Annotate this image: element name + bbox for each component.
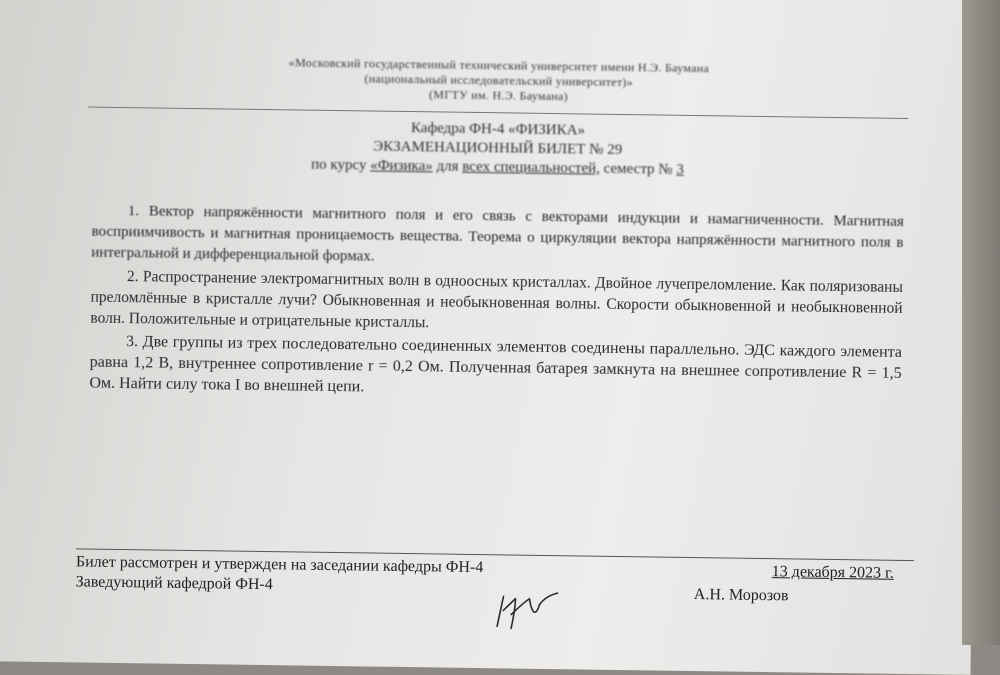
department-title: Кафедра ФН-4 «ФИЗИКА» [410,120,586,139]
university-status: (национальный исследовательский университет)» [364,71,634,90]
head-name: А.Н. Морозов [693,586,789,605]
head-title: Заведующий кафедрой ФН-4 [75,573,273,594]
department-block [87,115,908,183]
university-header [88,53,909,109]
question-3: 3. Две группы из трех последовательно соединенных элементов соединены параллельно. ЭДС каждого элемента равна 1,2 В, внутреннее сопротивление r = 0,2 Ом. Полученная батарея замкнута на внешнее сопротивление R = 1,5 Ом. Найти силу тока I во внешней цепи. [89,333,903,396]
photo-background-edge [962,0,1000,645]
course-name: «Физика» [370,157,433,175]
ticket-title: ЭКЗАМЕНАЦИОННЫЙ БИЛЕТ № 29 [373,138,623,159]
bleed-through-text [98,497,888,524]
course-prefix: по курсу [311,156,367,174]
semester-number: 3 [676,161,684,178]
handwritten-signature [491,588,572,634]
question-1: 1. Вектор напряжённости магнитного поля и его связь с векторами индукции и намагниченности. Магнитная восприимчивость и магнитная проницаемость вещества. Теорема о циркуляции вектора напряжённости магнитного поля в интегральной и дифференциальной формах. [91,203,904,265]
course-specialties: всех специальностей, [462,158,600,177]
semester-label: семестр № [603,160,673,178]
questions-list [89,201,904,407]
university-abbr: (МГТУ им. Н.Э. Баумана) [428,87,569,104]
approval-date: 13 декабря 2023 г. [771,563,894,582]
university-name: «Московский государственный технический университет имени Н.Э. Баумана [288,55,710,76]
course-middle: для [436,158,459,175]
approval-text: Билет рассмотрен и утвержден на заседании кафедры ФН-4 [75,553,484,577]
question-2: 2. Распространение электромагнитных волн в одноосных кристаллах. Двойное лучепреломление. Как поляризованы преломлённые в кристалле лучи? Обыкновенная и необыкновенная волны. Скорости обыкновенной и необыкновенной волн. Положительные и отрицательные кристаллы. [90,268,903,332]
